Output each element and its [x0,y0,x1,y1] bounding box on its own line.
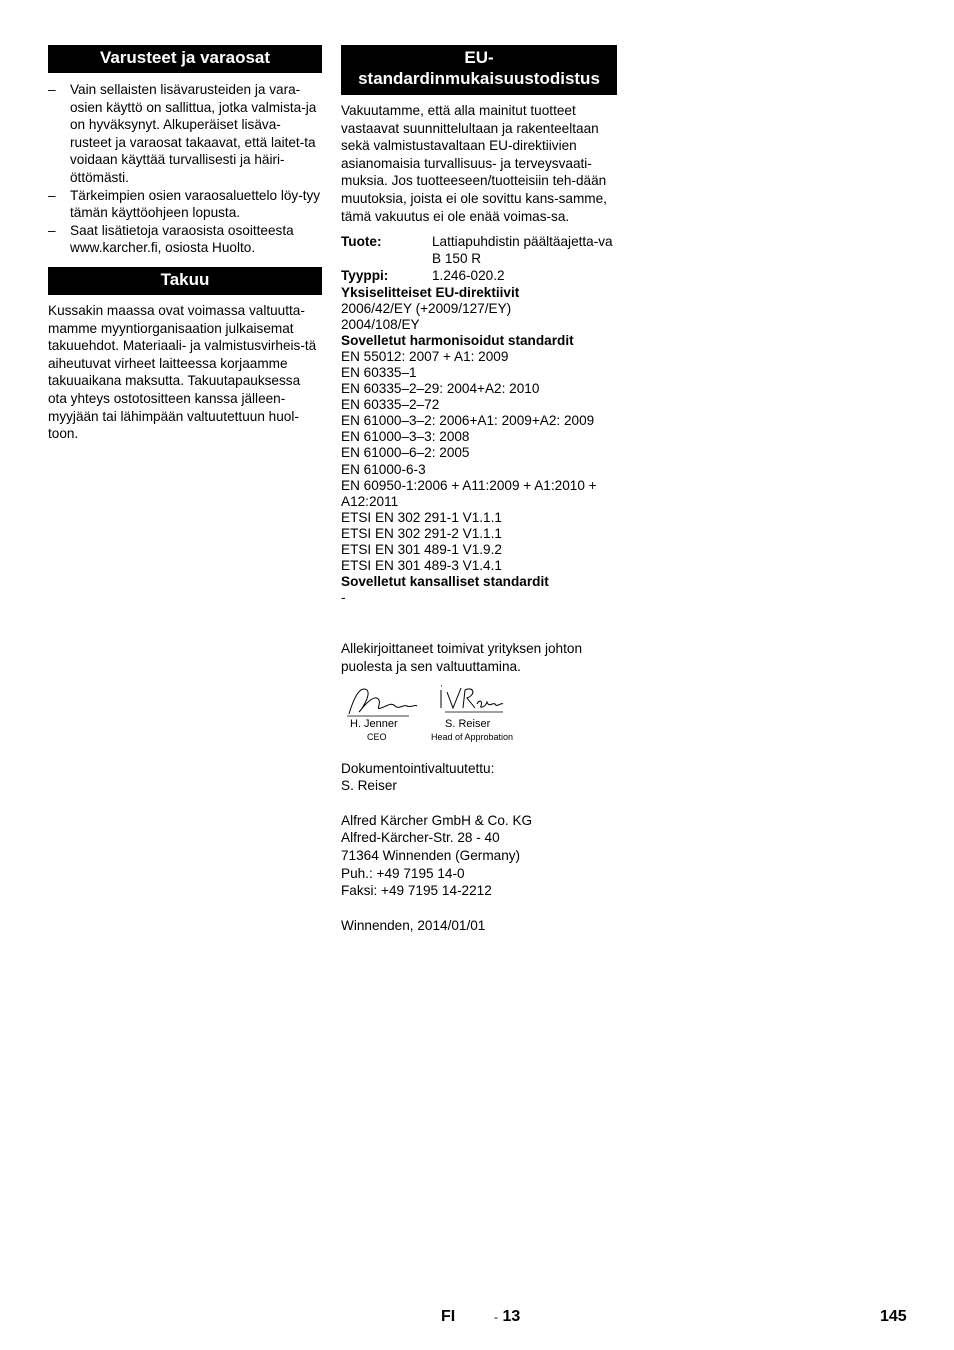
footer-total-page: 145 [880,1308,907,1325]
directive-item: 2004/108/EY [341,316,420,332]
doc-representative-label: Dokumentointivaltuutettu: [341,760,495,776]
standard-item: ETSI EN 301 489-3 V1.4.1 [341,558,502,574]
section-heading-eu-declaration [341,45,617,95]
signature-reiser [437,682,509,716]
standard-item: EN 60335–2–72 [341,397,440,413]
company-line: Faksi: +49 7195 14-2212 [341,883,492,899]
standards-block [341,285,617,607]
product-value-line: B 150 R [432,250,482,266]
signatures [341,682,617,760]
right-column [341,45,617,934]
standard-item: EN 60950-1:2006 + A11:2009 + A1:2010 + [341,477,597,493]
standard-item: ETSI EN 302 291-1 V1.1.1 [341,509,502,525]
directive-item: 2006/42/EY (+2009/127/EY) [341,300,512,316]
signer2-name: S. Reiser [445,717,491,730]
standard-item: ETSI EN 301 489-1 V1.9.2 [341,542,502,558]
company-line: Alfred-Kärcher-Str. 28 - 40 [341,830,500,846]
heading-line-2: standardinmukaisuustodistus [358,69,600,88]
signer1-title: CEO [367,731,387,742]
standard-item: EN 61000–3–2: 2006+A1: 2009+A2: 2009 [341,413,595,429]
list-item: – Saat lisätietoja varaosista osoitteesta www.karcher.fi, osiosta Huolto. [48,222,322,257]
standard-item: EN 61000-6-3 [341,461,426,477]
declaration-intro: Vakuutamme, että alla mainitut tuotteet vastaavat suunnittelultaan ja rakenteeltaan sekä valmistustavaltaan EU-direktiivien asianomaisia turvallisuus- ja terveysvaati-muksia. Jos tuotteeseen/tuotteisiin teh-dään muutoksia, joista ei ole sovittu kans-samme, tämä vakuutus ei ole enää voimas-sa. [341,103,607,224]
section-heading-warranty: Takuu [48,267,322,295]
doc-representative-name: S. Reiser [341,778,397,794]
list-item: – Vain sellaisten lisävarusteiden ja vara-osien käyttö on sallittua, jotka valmista-ja on hyväksynyt. Alkuperäiset lisäva-rusteet ja varaosat takaavat, että laitet-ta voidaan käyttää turvallisesti ja häiri-öttömästi. [48,81,322,187]
directives-heading: Yksiselitteiset EU-direktiivit [341,284,520,300]
company-line: 71364 Winnenden (Germany) [341,847,521,863]
standard-item: EN 61000–6–2: 2005 [341,445,470,461]
footer-language: FI [441,1308,456,1325]
footer-page-number: 13 [502,1308,521,1325]
type-value: 1.246-020.2 [432,267,505,283]
signers-text: Allekirjoittaneet toimivat yrityksen johton puolesta ja sen valtuuttamina. [341,641,583,675]
signature-jenner [345,684,421,720]
standard-item: EN 60335–1 [341,365,417,381]
company-line: Alfred Kärcher GmbH & Co. KG [341,812,533,828]
list-item: – Tärkeimpien osien varaosaluettelo löy-tyy tämän käyttöohjeen lopusta. [48,187,322,222]
standard-item: EN 61000–3–3: 2008 [341,429,470,445]
standard-item: A12:2011 [341,493,399,509]
standards-heading: Sovelletut harmonisoidut standardit [341,332,574,348]
national-standards-heading: Sovelletut kansalliset standardit [341,574,549,590]
warranty-text: Kussakin maassa ovat voimassa valtuutta-mamme myyntiorganisaation julkaisemat takuuehdot. Materiaali- ja valmistusvirheis-tä aiheutuvat virheet laitteessa korjaamme takuuaikana maksutta. Takuutapauksessa ota yhteys ostotositteen kanssa jälleen-myyjään tai lähimpään valtuutettuun huol-toon. [48,302,317,442]
product-spec-table [341,234,617,284]
signer1-name: H. Jenner [350,717,398,730]
footer-dash: - [494,1310,498,1324]
standard-item: EN 55012: 2007 + A1: 2009 [341,348,509,364]
footer-section-page [494,1308,520,1326]
type-label: Tyyppi: [341,267,389,283]
table-row [341,234,617,268]
standard-item: EN 60335–2–29: 2004+A2: 2010 [341,381,540,397]
signer2-title: Head of Approbation [431,731,514,742]
product-value [432,234,617,268]
place-date: Winnenden, 2014/01/01 [341,917,486,933]
company-line: Puh.: +49 7195 14-0 [341,865,465,881]
heading-line-1: EU- [464,48,494,67]
section-heading-accessories: Varusteet ja varaosat [48,45,322,73]
national-standards-value: - [341,590,346,606]
left-column [48,45,322,443]
accessories-list [48,81,322,257]
standard-item: ETSI EN 302 291-2 V1.1.1 [341,525,502,541]
table-row [341,268,617,285]
product-value-line: Lattiapuhdistin päältäajetta-va [432,234,613,250]
product-label: Tuote: [341,234,382,250]
